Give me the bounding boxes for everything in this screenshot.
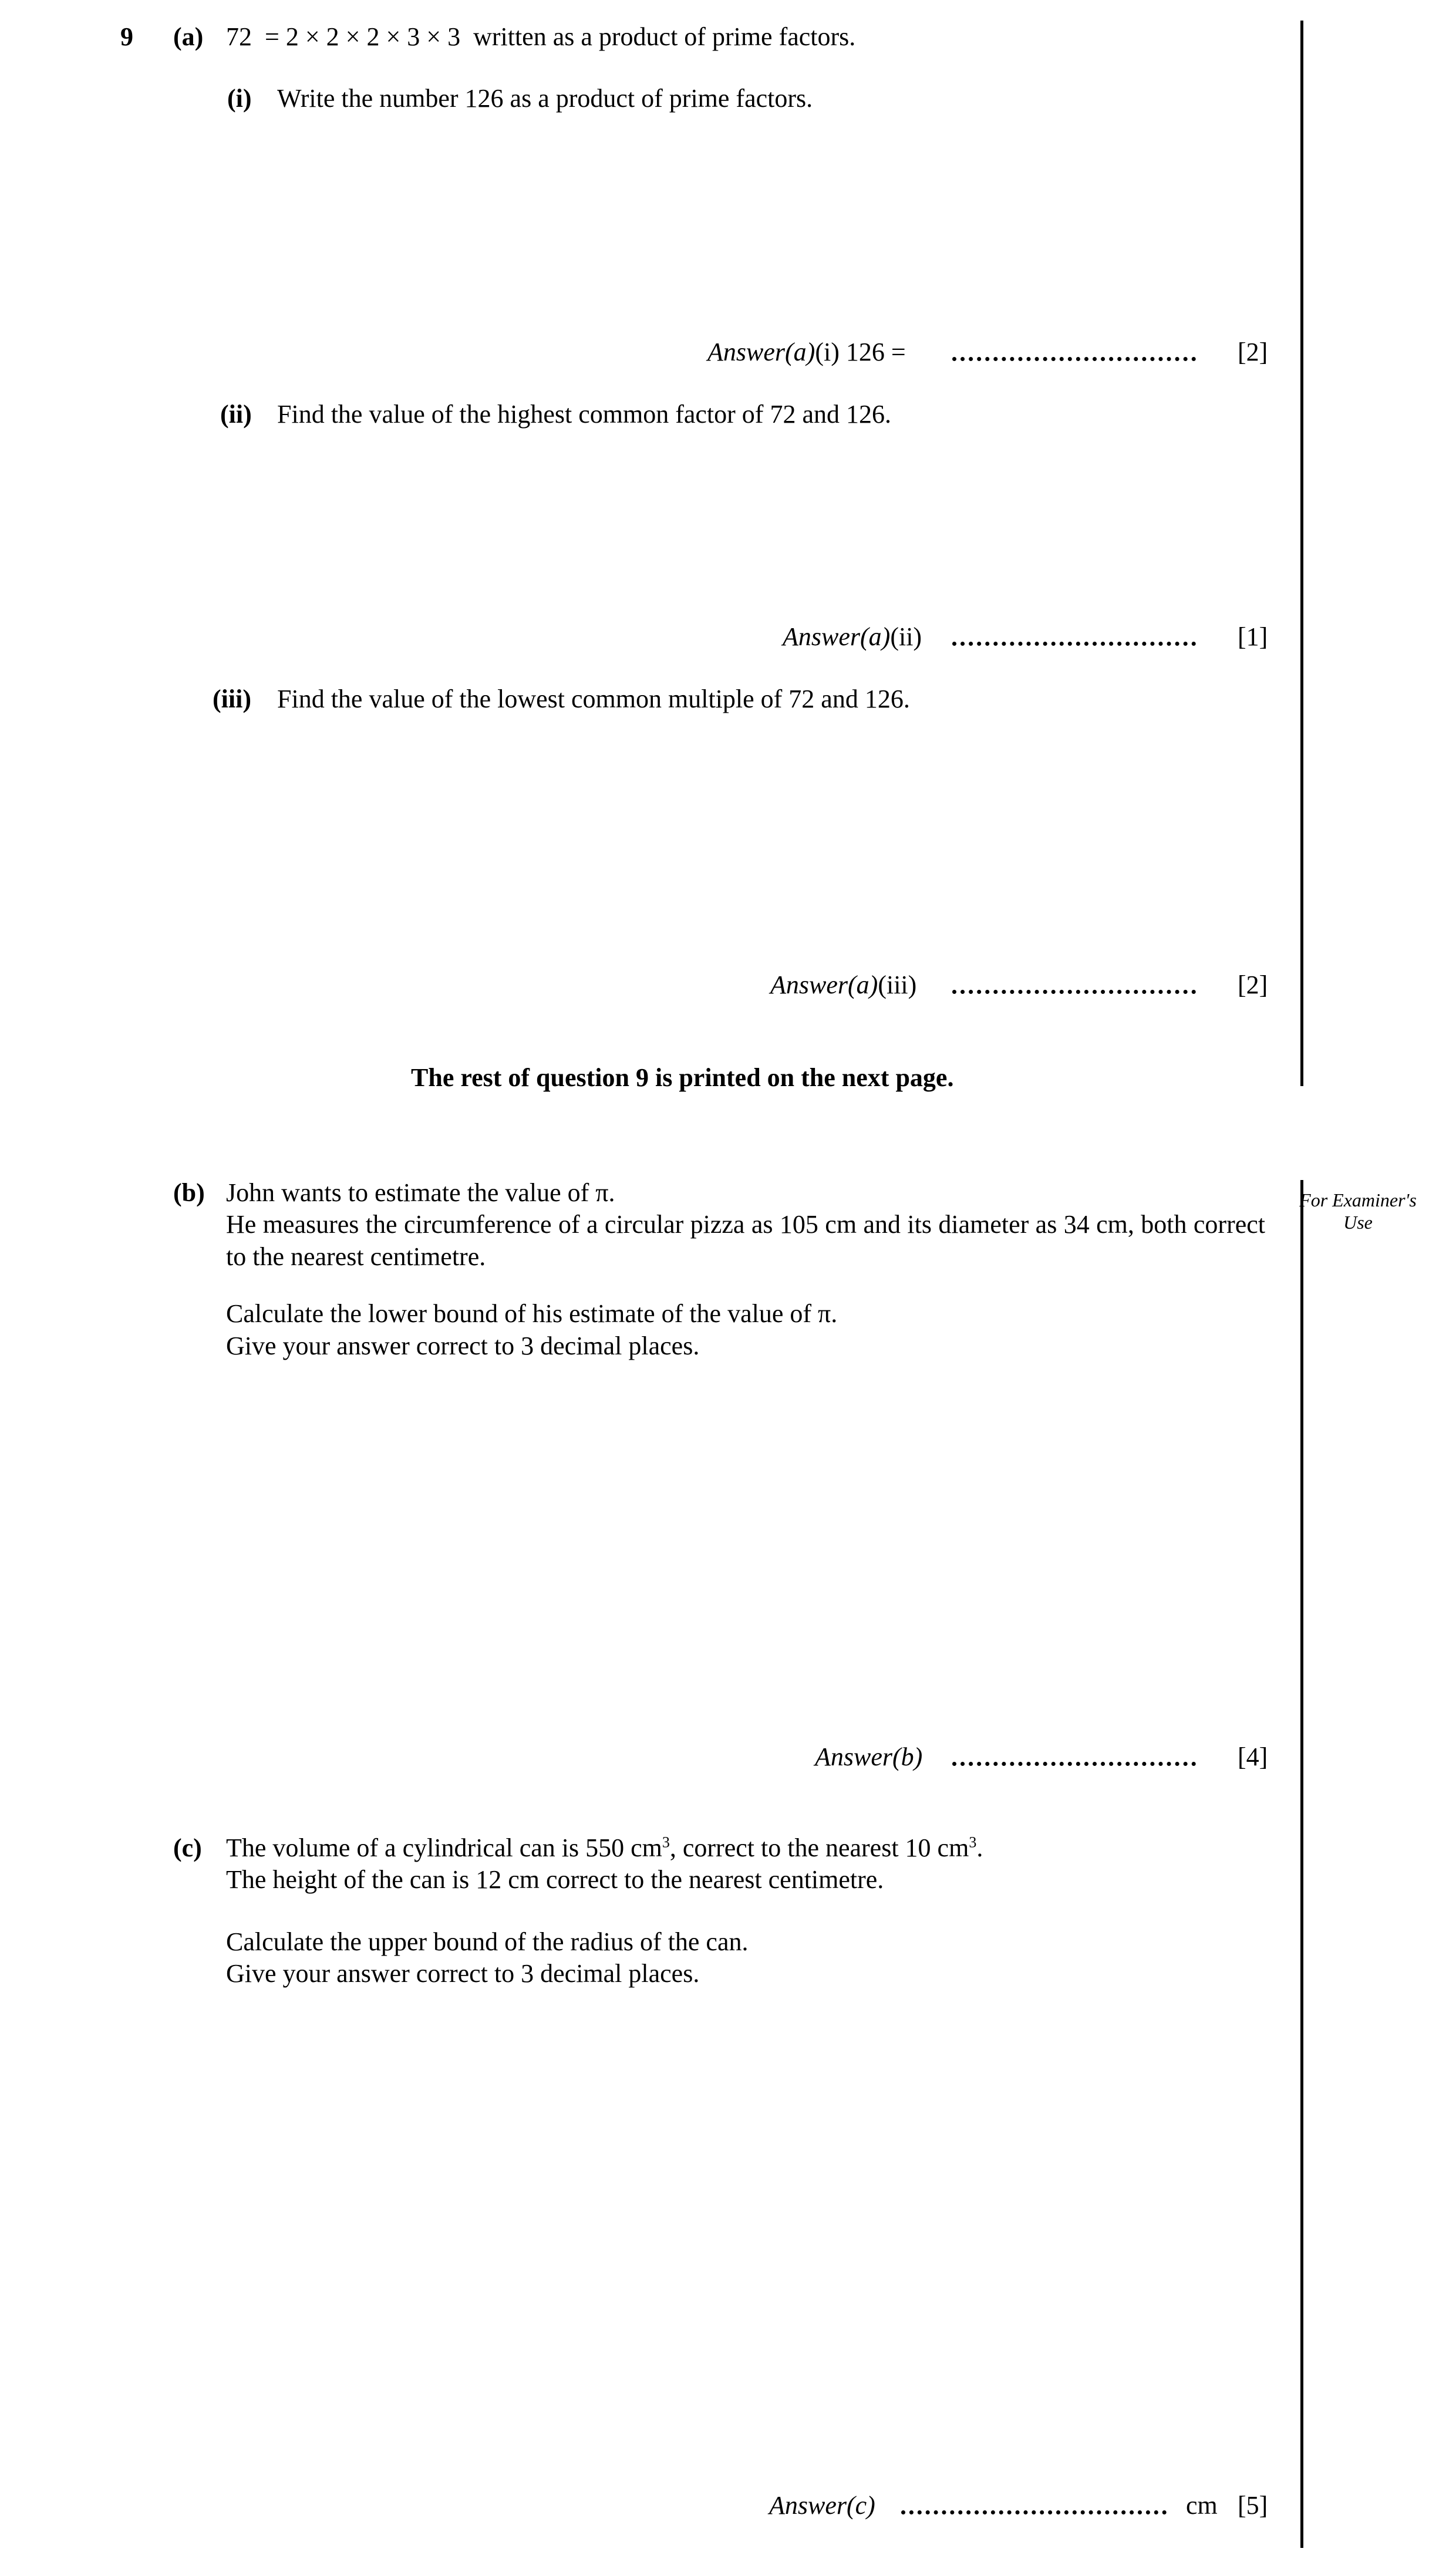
answer-a-ii-label-rest: (ii) bbox=[890, 622, 922, 651]
part-c-line4: Give your answer correct to 3 decimal places. bbox=[226, 1959, 700, 1988]
mark-c: [5] bbox=[1238, 2491, 1268, 2520]
answer-a-i-line[interactable] bbox=[952, 357, 1196, 361]
answer-a-i-label-italic: Answer(a) bbox=[707, 338, 815, 366]
answer-a-iii-line[interactable] bbox=[952, 990, 1196, 994]
part-a-ii-text: Find the value of the highest common factor of 72 and 126. bbox=[277, 400, 891, 429]
answer-b-label: Answer(b) bbox=[815, 1742, 923, 1771]
part-a-iii-text: Find the value of the lowest common multiple of 72 and 126. bbox=[277, 685, 910, 713]
part-c-line2: The height of the can is 12 cm correct to the nearest centimetre. bbox=[226, 1865, 884, 1894]
part-b-line3: Calculate the lower bound of his estimate of the value of π. bbox=[226, 1299, 838, 1328]
part-c-label: (c) bbox=[173, 1833, 202, 1862]
answer-b-line[interactable] bbox=[952, 1762, 1196, 1766]
part-a-stem: 72 = 2 × 2 × 2 × 3 × 3 written as a product of prime factors. bbox=[226, 22, 856, 51]
part-b-line2: He measures the circumference of a circular pizza as 105 cm and its diameter as 34 cm, both correct to the nearest centimetre. bbox=[226, 1210, 1265, 1271]
margin-rule-top bbox=[1300, 21, 1303, 1086]
part-b-line4: Give your answer correct to 3 decimal places. bbox=[226, 1331, 700, 1360]
answer-a-iii-label bbox=[770, 969, 916, 1001]
answer-a-ii-label bbox=[783, 621, 922, 653]
part-c-line1-text2: , correct to the nearest 10 cm bbox=[669, 1833, 969, 1862]
part-c-line1-sup2: 3 bbox=[969, 1833, 977, 1851]
part-a-ii-label: (ii) bbox=[220, 400, 252, 429]
answer-a-iii-label-italic: Answer(a) bbox=[770, 970, 878, 999]
answer-c-line[interactable] bbox=[901, 2510, 1167, 2514]
part-a-label: (a) bbox=[173, 22, 204, 51]
answer-a-ii-label-italic: Answer(a) bbox=[783, 622, 891, 651]
examiner-use-label: For Examiner's Use bbox=[1299, 1189, 1417, 1233]
part-a-i-label: (i) bbox=[227, 84, 252, 113]
part-c-line3: Calculate the upper bound of the radius of the can. bbox=[226, 1927, 749, 1956]
answer-a-ii-line[interactable] bbox=[952, 642, 1196, 646]
answer-c-label: Answer(c) bbox=[769, 2491, 875, 2520]
mark-b: [4] bbox=[1238, 1742, 1268, 1771]
answer-a-i-label bbox=[707, 336, 906, 368]
part-c-line1 bbox=[226, 1832, 983, 1864]
part-c-line1-text3: . bbox=[976, 1833, 983, 1862]
part-b-line1: John wants to estimate the value of π. bbox=[226, 1178, 615, 1207]
part-c-line1-sup1: 3 bbox=[662, 1833, 670, 1851]
continuation-note: The rest of question 9 is printed on the next page. bbox=[411, 1063, 954, 1092]
answer-a-iii-label-rest: (iii) bbox=[878, 970, 917, 999]
margin-rule-bottom bbox=[1300, 1180, 1303, 2548]
mark-a-i: [2] bbox=[1238, 338, 1268, 366]
answer-c-unit: cm bbox=[1186, 2491, 1218, 2520]
part-b-label: (b) bbox=[173, 1178, 205, 1207]
question-number: 9 bbox=[120, 22, 133, 51]
part-c-line1-text1: The volume of a cylindrical can is 550 cm bbox=[226, 1833, 662, 1862]
part-a-iii-label: (iii) bbox=[213, 685, 251, 713]
part-a-i-text: Write the number 126 as a product of prime factors. bbox=[277, 84, 813, 113]
mark-a-iii: [2] bbox=[1238, 970, 1268, 999]
mark-a-ii: [1] bbox=[1238, 622, 1268, 651]
answer-a-i-label-rest: (i) 126 = bbox=[815, 338, 906, 366]
